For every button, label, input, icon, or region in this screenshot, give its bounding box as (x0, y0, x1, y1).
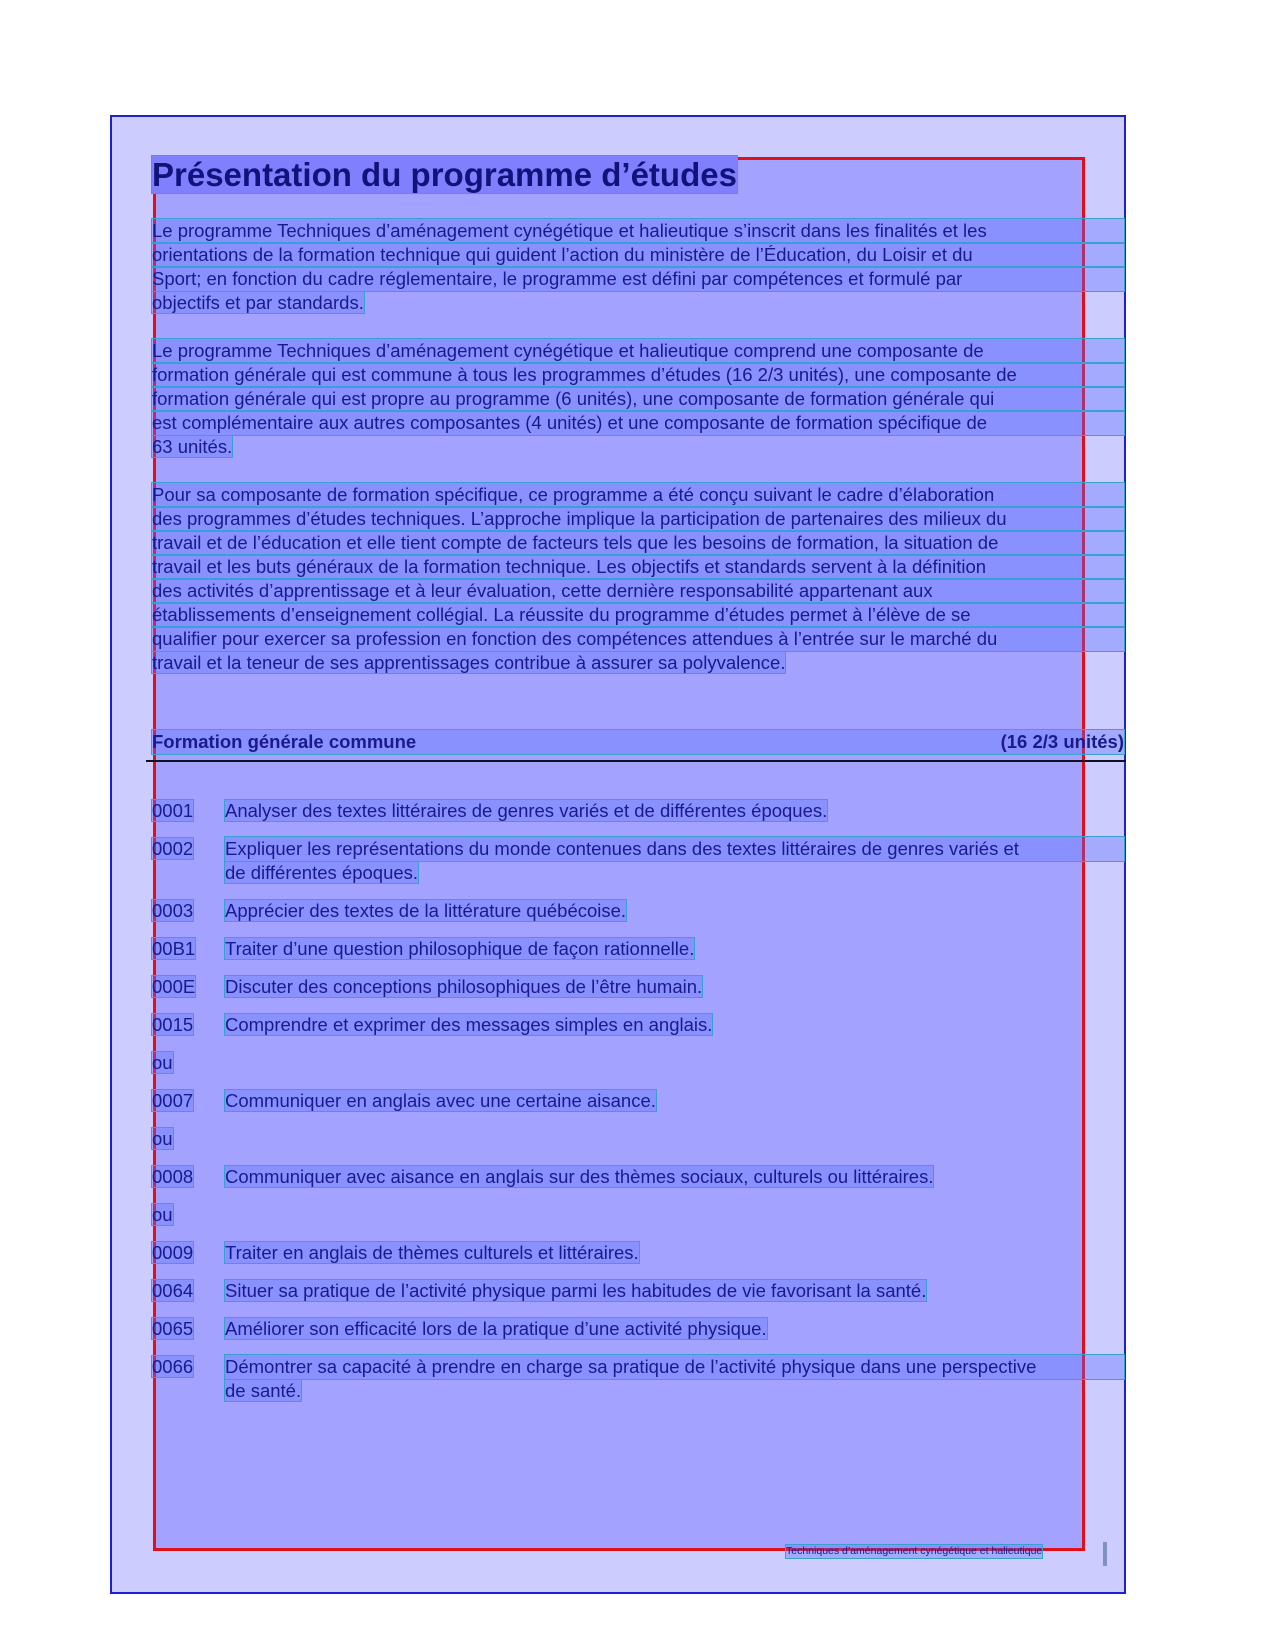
course-code: 0009 (152, 1242, 194, 1263)
course-item (152, 1279, 1124, 1303)
paragraph-intro (152, 219, 1124, 315)
course-code: 0008 (152, 1166, 194, 1187)
footer-program-name: Techniques d’aménagement cynégétique et halieutique (786, 1545, 1043, 1557)
or-connector: ou (152, 1128, 173, 1149)
course-code: 000E (152, 976, 196, 997)
course-item (152, 1241, 1124, 1265)
or-connector: ou (152, 1052, 173, 1073)
course-description: Traiter en anglais de thèmes culturels et littéraires. (225, 1242, 639, 1263)
course-code: 0001 (152, 800, 194, 821)
paragraph-line: Pour sa composante de formation spécifique, ce programme a été conçu suivant le cadre d’élaboration (152, 483, 1124, 507)
paragraph-line: 63 unités. (152, 436, 233, 457)
course-list (152, 799, 1124, 1417)
paragraph-line: est complémentaire aux autres composantes (4 unités) et une composante de formation spécifique de (152, 411, 1124, 435)
paragraph-line: objectifs et par standards. (152, 292, 364, 313)
paragraph-line: établissements d’enseignement collégial. La réussite du programme d’études permet à l’élève de se (152, 603, 1124, 627)
course-item (152, 837, 1124, 885)
paragraph-line: Le programme Techniques d’aménagement cynégétique et halieutique comprend une composante de (152, 339, 1124, 363)
section-heading: Formation générale commune (152, 731, 417, 752)
paragraph-line: qualifier pour exercer sa profession en fonction des compétences attendues à l’entrée sur le marché du (152, 627, 1124, 651)
course-description: Comprendre et exprimer des messages simples en anglais. (225, 1014, 713, 1035)
course-description: Situer sa pratique de l’activité physique parmi les habitudes de vie favorisant la santé. (225, 1280, 927, 1301)
document-body (152, 150, 1124, 754)
paragraph-line: formation générale qui est commune à tous les programmes d’études (16 2/3 unités), une composante de (152, 363, 1124, 387)
course-code: 0064 (152, 1280, 194, 1301)
course-item (152, 1355, 1124, 1403)
course-code: 0003 (152, 900, 194, 921)
course-description: Démontrer sa capacité à prendre en charge sa pratique de l’activité physique dans une perspective de santé. (225, 1355, 1124, 1403)
paragraph-line: des programmes d’études techniques. L’approche implique la participation de partenaires des milieux du (152, 507, 1124, 531)
section-divider (146, 760, 1126, 762)
course-description: Analyser des textes littéraires de genres variés et de différentes époques. (225, 800, 828, 821)
course-code: 00B1 (152, 938, 196, 959)
or-connector: ou (152, 1204, 173, 1225)
course-description: Discuter des conceptions philosophiques de l’être humain. (225, 976, 703, 997)
paragraph-specific-training (152, 483, 1124, 675)
paragraph-line: travail et la teneur de ses apprentissages contribue à assurer sa polyvalence. (152, 652, 786, 673)
course-description: Communiquer en anglais avec une certaine aisance. (225, 1090, 656, 1111)
section-units: (16 2/3 unités) (1000, 731, 1124, 752)
course-item (152, 899, 1124, 923)
paragraph-line: des activités d’apprentissage et à leur évaluation, cette dernière responsabilité appartenant aux (152, 579, 1124, 603)
paragraph-line: Le programme Techniques d’aménagement cynégétique et halieutique s’inscrit dans les finalités et les (152, 219, 1124, 243)
course-description: Améliorer son efficacité lors de la pratique d’une activité physique. (225, 1318, 767, 1339)
section-header (152, 730, 1124, 754)
course-item (152, 1013, 1124, 1037)
course-description: Communiquer avec aisance en anglais sur des thèmes sociaux, culturels ou littéraires. (225, 1166, 934, 1187)
course-description: Apprécier des textes de la littérature québécoise. (225, 900, 627, 921)
course-code: 0002 (152, 838, 194, 859)
course-item (152, 1165, 1124, 1189)
course-code: 0015 (152, 1014, 194, 1035)
course-code: 0065 (152, 1318, 194, 1339)
paragraph-line: formation générale qui est propre au programme (6 unités), une composante de formation générale qui (152, 387, 1124, 411)
paragraph-line: Sport; en fonction du cadre réglementaire, le programme est défini par compétences et formulé par (152, 267, 1124, 291)
footer-mark (1103, 1542, 1107, 1566)
course-item (152, 799, 1124, 823)
course-item (152, 975, 1124, 999)
course-description: Traiter d’une question philosophique de façon rationnelle. (225, 938, 695, 959)
page-title: Présentation du programme d’études (152, 156, 737, 193)
course-item (152, 1317, 1124, 1341)
paragraph-line: travail et les buts généraux de la formation technique. Les objectifs et standards servent à la définition (152, 555, 1124, 579)
paragraph-composition (152, 339, 1124, 459)
course-code: 0066 (152, 1356, 194, 1377)
course-code: 0007 (152, 1090, 194, 1111)
paragraph-line: travail et de l’éducation et elle tient compte de facteurs tels que les besoins de formation, la situation de (152, 531, 1124, 555)
paragraph-line: orientations de la formation technique qui guident l’action du ministère de l’Éducation, du Loisir et du (152, 243, 1124, 267)
course-item (152, 1089, 1124, 1113)
course-item (152, 937, 1124, 961)
course-description: Expliquer les représentations du monde contenues dans des textes littéraires de genres variés et de différentes époques. (225, 837, 1124, 885)
